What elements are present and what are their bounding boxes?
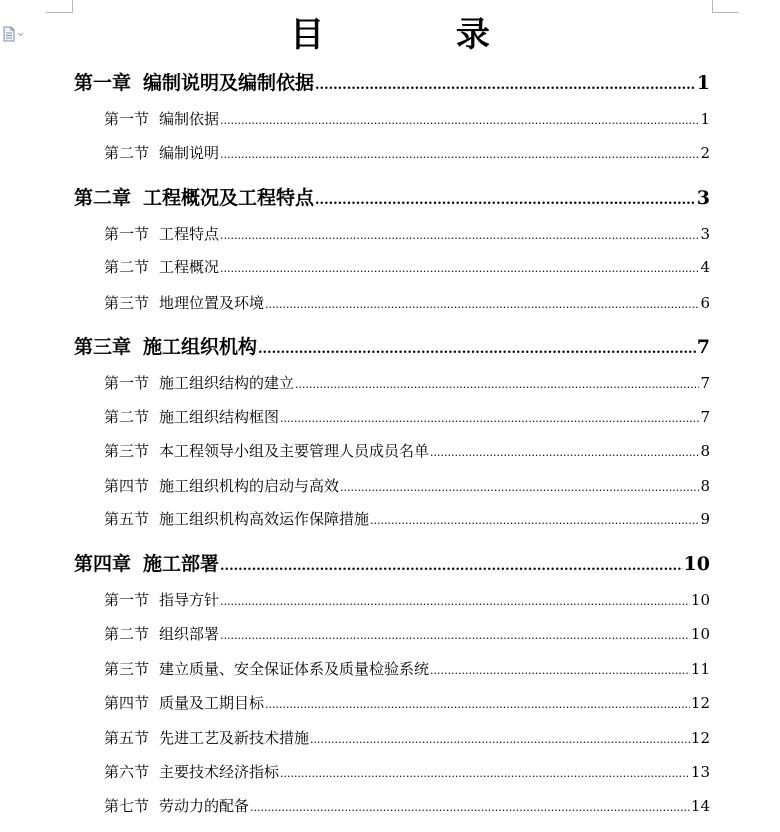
toc-section-entry[interactable] [104, 658, 710, 679]
toc-entry-text [74, 549, 219, 576]
toc-page-number: 7 [700, 408, 710, 426]
toc-page-number: 10 [690, 625, 710, 643]
toc-entry-title: 施工组织机构高效运作保障措施 [159, 510, 370, 528]
toc-leader-dots [295, 378, 699, 391]
toc-entry-number: 第二节 [104, 258, 150, 276]
toc-section-entry[interactable] [104, 795, 710, 816]
toc-leader-dots [315, 78, 696, 93]
toc-entry-number: 第五节 [104, 729, 150, 747]
toc-entry-text [104, 692, 264, 713]
toc-entry-title: 指导方针 [159, 591, 220, 609]
toc-entry-text [104, 795, 249, 816]
toc-entry-number: 第二节 [104, 408, 150, 426]
toc-entry-number: 第二节 [104, 144, 150, 162]
toc-entry-number: 第一章 [74, 72, 132, 94]
toc-entry-number: 第二章 [74, 187, 132, 209]
toc-leader-dots [258, 342, 696, 357]
toc-section-entry[interactable] [104, 292, 710, 313]
toc-entry-title: 施工部署 [143, 553, 220, 575]
toc-leader-dots [220, 629, 690, 642]
toc-entry-text [104, 108, 219, 129]
toc-chapter-entry[interactable] [74, 183, 710, 210]
toc-entry-text [104, 223, 219, 244]
toc-leader-dots [220, 114, 699, 127]
toc-entry-text [104, 761, 279, 782]
toc-entry-text [74, 68, 314, 95]
toc-entry-number: 第四节 [104, 694, 150, 712]
toc-leader-dots [280, 767, 690, 780]
toc-section-entry[interactable] [104, 372, 710, 393]
toc-entry-title: 建立质量、安全保证体系及质量检验系统 [159, 660, 430, 678]
toc-entry-number: 第三章 [74, 336, 132, 358]
toc-entry-title: 施工组织结构框图 [159, 408, 280, 426]
toc-leader-dots [220, 229, 699, 242]
toc-entry-number: 第三节 [104, 294, 150, 312]
toc-entry-text [104, 406, 279, 427]
toc-leader-dots [430, 446, 699, 459]
toc-entry-text [74, 332, 257, 359]
toc-chapter-entry[interactable] [74, 549, 710, 576]
toc-section-entry[interactable] [104, 727, 710, 748]
toc-page-number: 12 [690, 729, 710, 747]
toc-leader-dots [340, 481, 699, 494]
toc-entry-number: 第三节 [104, 660, 150, 678]
toc-leader-dots [265, 698, 690, 711]
toc-page-number: 1 [700, 110, 710, 128]
toc-entry-number: 第四节 [104, 477, 150, 495]
toc-entry-title: 先进工艺及新技术措施 [159, 729, 310, 747]
toc-entry-number: 第七节 [104, 797, 150, 815]
toc-entry-number: 第四章 [74, 553, 132, 575]
page-title: 目 录 [290, 15, 550, 55]
toc-entry-text [104, 623, 219, 644]
toc-chapter-entry[interactable] [74, 332, 710, 359]
toc-page-number: 7 [696, 336, 710, 358]
toc-entry-number: 第一节 [104, 110, 150, 128]
toc-entry-title: 施工组织结构的建立 [159, 374, 295, 392]
toc-entry-title: 主要技术经济指标 [159, 763, 280, 781]
toc-section-entry[interactable] [104, 108, 710, 129]
toc-leader-dots [280, 412, 699, 425]
toc-section-entry[interactable] [104, 589, 710, 610]
toc-entry-title: 工程概况 [159, 258, 220, 276]
toc-entry-title: 工程概况及工程特点 [143, 187, 315, 209]
toc-chapter-entry[interactable] [74, 68, 710, 95]
toc-page-number: 12 [690, 694, 710, 712]
toc-page-number: 8 [700, 442, 710, 460]
toc-entry-number: 第一节 [104, 225, 150, 243]
toc-entry-title: 工程特点 [159, 225, 220, 243]
toc-entry-number: 第一节 [104, 591, 150, 609]
toc-leader-dots [250, 801, 690, 814]
toc-leader-dots [370, 514, 699, 527]
toc-leader-dots [265, 298, 699, 311]
toc-entry-title: 施工组织机构的启动与高效 [159, 477, 340, 495]
toc-section-entry[interactable] [104, 142, 710, 163]
toc-section-entry[interactable] [104, 761, 710, 782]
toc-leader-dots [220, 262, 699, 275]
toc-entry-number: 第五节 [104, 510, 150, 528]
toc-section-entry[interactable] [104, 223, 710, 244]
toc-leader-dots [310, 733, 690, 746]
toc-section-entry[interactable] [104, 508, 710, 529]
toc-page-number: 9 [700, 510, 710, 528]
toc-entry-text [104, 292, 264, 313]
toc-leader-dots [315, 193, 696, 208]
toc-entry-text [104, 475, 339, 496]
toc-entry-text [104, 508, 369, 529]
toc-page-number: 13 [690, 763, 710, 781]
toc-entry-text [104, 142, 219, 163]
toc-leader-dots [220, 595, 690, 608]
toc-entry-title: 地理位置及环境 [159, 294, 265, 312]
toc-page-number: 3 [696, 187, 710, 209]
toc-entry-title: 劳动力的配备 [159, 797, 250, 815]
toc-entry-text [104, 727, 309, 748]
toc-section-entry[interactable] [104, 406, 710, 427]
toc-leader-dots [430, 664, 690, 677]
toc-section-entry[interactable] [104, 256, 710, 277]
toc-page-number: 4 [700, 258, 710, 276]
toc-page-number: 11 [690, 660, 710, 678]
toc-entry-title: 编制依据 [159, 110, 220, 128]
toc-entry-number: 第二节 [104, 625, 150, 643]
toc-entry-text [104, 589, 219, 610]
toc-entry-number: 第一节 [104, 374, 150, 392]
toc-page-number: 2 [700, 144, 710, 162]
toc-entry-title: 施工组织机构 [143, 336, 258, 358]
toc-page-number: 8 [700, 477, 710, 495]
toc-leader-dots [220, 559, 683, 574]
toc-entry-text [104, 440, 429, 461]
toc-section-entry[interactable] [104, 623, 710, 644]
toc-section-entry[interactable] [104, 475, 710, 496]
toc-entry-title: 本工程领导小组及主要管理人员成员名单 [159, 442, 430, 460]
toc-section-entry[interactable] [104, 692, 710, 713]
toc-page-number: 6 [700, 294, 710, 312]
toc-page-number: 7 [700, 374, 710, 392]
toc-page-number: 14 [690, 797, 710, 815]
toc-section-entry[interactable] [104, 440, 710, 461]
toc-entry-number: 第三节 [104, 442, 150, 460]
toc-entry-text [104, 256, 219, 277]
toc-entry-text [74, 183, 314, 210]
toc-entry-text [104, 658, 429, 679]
toc-entry-text [104, 372, 294, 393]
toc-leader-dots [220, 148, 699, 161]
toc-page-number: 10 [683, 553, 710, 575]
toc-entry-title: 编制说明及编制依据 [143, 72, 315, 94]
toc-page-number: 10 [690, 591, 710, 609]
toc-entry-title: 质量及工期目标 [159, 694, 265, 712]
toc-page-number: 3 [700, 225, 710, 243]
toc-page-number: 1 [696, 72, 710, 94]
toc-entry-number: 第六节 [104, 763, 150, 781]
toc-entry-title: 组织部署 [159, 625, 220, 643]
toc-entry-title: 编制说明 [159, 144, 220, 162]
